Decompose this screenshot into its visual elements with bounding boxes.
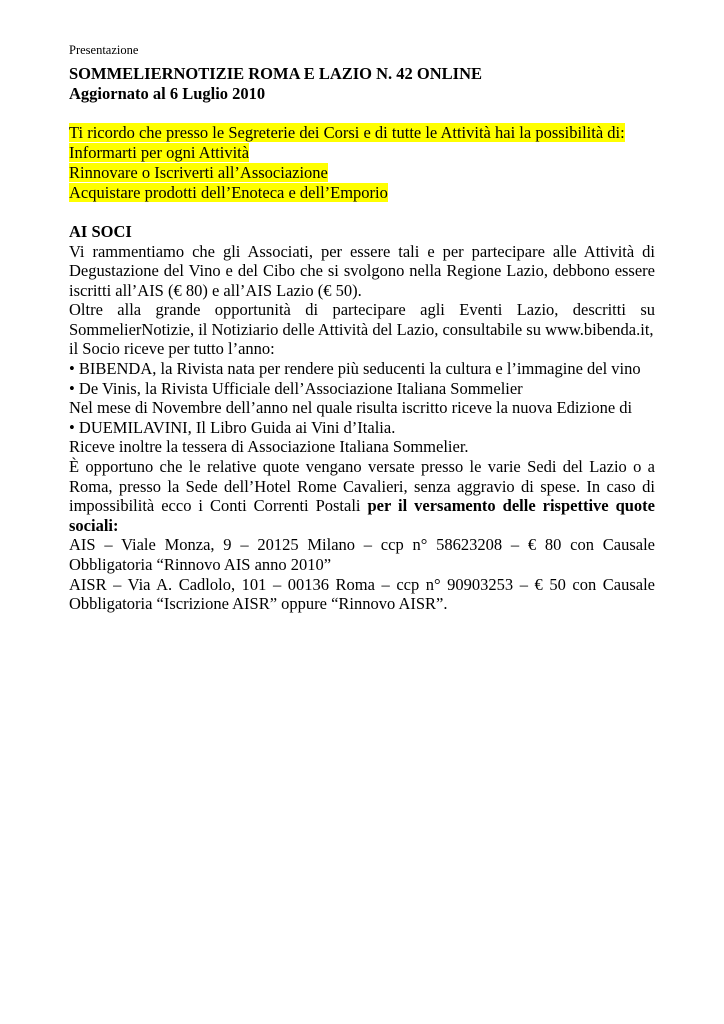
notice-text: Informarti per ogni Attività <box>69 143 250 162</box>
update-date: Aggiornato al 6 Luglio 2010 <box>69 84 266 103</box>
postal-account-aisr: AISR – Via A. Cadlolo, 101 – 00136 Roma – ccp n° 90903253 – € 50 con Causale Obbligatoria “Iscrizione AISR” oppure “Rinnovo AISR”. <box>69 574 655 614</box>
notice-line <box>69 163 655 183</box>
notice-text: Acquistare prodotti dell’Enoteca e dell’Emporio <box>69 183 388 202</box>
spacer <box>69 104 655 123</box>
notice-line <box>69 183 655 203</box>
section-body <box>69 242 655 614</box>
paragraph <box>69 457 655 535</box>
document-title: SOMMELIERNOTIZIE ROMA E LAZIO N. 42 ONLINE <box>69 64 483 83</box>
paragraph: Oltre alla grande opportunità di partecipare agli Eventi Lazio, descritti su SommelierNotizie, il Notiziario delle Attività del Lazio, consultabile su www.bibenda.it, <box>69 300 655 339</box>
section-heading: AI SOCI <box>69 222 132 241</box>
paragraph: il Socio riceve per tutto l’anno: <box>69 339 275 359</box>
notice-line <box>69 123 655 143</box>
paragraph: Vi rammentiamo che gli Associati, per essere tali e per partecipare alle Attività di Degustazione del Vino e del Cibo che si svolgono nella Regione Lazio, debbono essere iscritti all’AIS (€ 80) e all’AIS Lazio (€ 50). <box>69 241 655 300</box>
highlighted-notice <box>69 123 655 203</box>
paragraph: Nel mese di Novembre dell’anno nel quale risulta iscritto riceve la nuova Edizione di <box>69 398 633 418</box>
paragraph-bold-text: per il versamento delle rispettive quote sociali: <box>69 496 655 535</box>
document-page <box>69 42 655 614</box>
spacer <box>69 203 655 222</box>
postal-account-ais: AIS – Viale Monza, 9 – 20125 Milano – ccp n° 58623208 – € 80 con Causale Obbligatoria “Rinnovo AIS anno 2010” <box>69 535 655 574</box>
notice-line <box>69 143 655 163</box>
bullet-item: • DUEMILAVINI, Il Libro Guida ai Vini d’Italia. <box>69 417 396 437</box>
bullet-item: • De Vinis, la Rivista Ufficiale dell’Associazione Italiana Sommelier <box>69 378 523 398</box>
bullet-item: • BIBENDA, la Rivista nata per rendere più seducenti la cultura e l’immagine del vino <box>69 359 641 379</box>
paragraph: Riceve inoltre la tessera di Associazione Italiana Sommelier. <box>69 437 469 457</box>
notice-text: Ti ricordo che presso le Segreterie dei Corsi e di tutte le Attività hai la possibilità di: <box>69 123 625 142</box>
paragraph-text: È opportuno che le relative quote vengano versate presso le varie Sedi del Lazio o a Roma, presso la Sede dell’Hotel Rome Cavalieri, senza aggravio di spese. In caso di impossibilità ecco i Conti Correnti Postali <box>69 457 655 516</box>
section-label: Presentazione <box>69 43 139 57</box>
notice-text: Rinnovare o Iscriverti all’Associazione <box>69 163 328 182</box>
